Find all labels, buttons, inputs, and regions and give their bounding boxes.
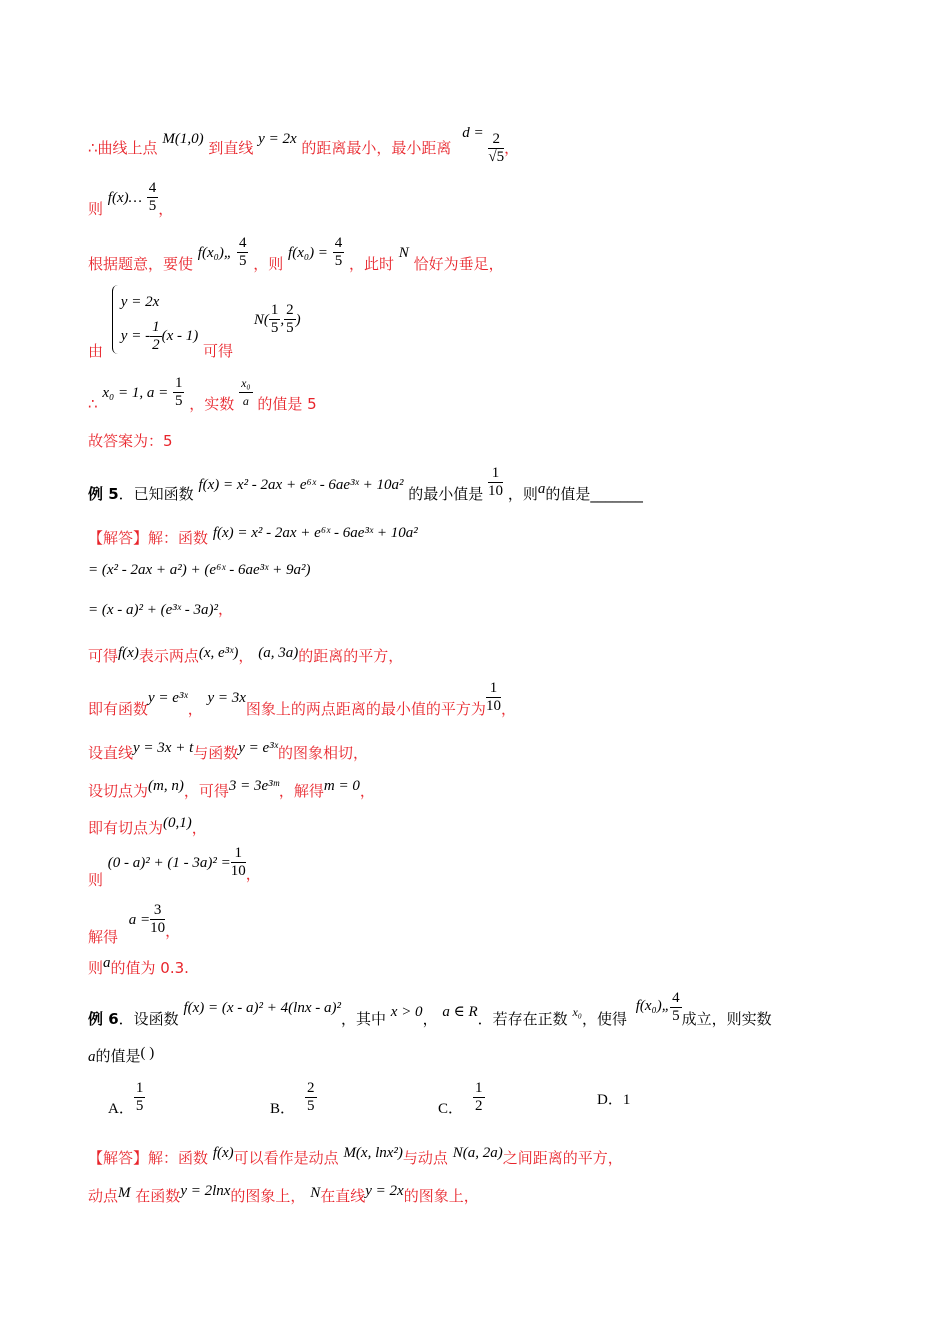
solution-6-point-locations: 动点M 在函数y = 2lnx的图象上， N在直线y = 2x的图象上， [88, 1183, 479, 1205]
solution-5-function: 【解答】解：函数 f(x) = x² - 2ax + e⁶ˣ - 6ae³ˣ + 10a² [88, 525, 418, 547]
solution-5-solve: 解得 a = $\frac{3}{10}$ ， [88, 902, 181, 946]
solution-5-step-2: = (x - a)² + (e³ˣ - 3a)²， [88, 600, 234, 618]
solution-5-equation: 则 (0 - a)² + (1 - 3a)² = $\frac{1}{10}$ ， [88, 845, 261, 889]
choice-b[interactable]: B． $\frac{2}{5}$ [270, 1080, 315, 1117]
line-according-to-question: 根据题意，要使 f(x₀)„ $\frac{4}{5}$ ，则 f(x₀) = $\frac{4}{5}$ ，此时 N 恰好为垂足， [88, 235, 504, 273]
solution-6-interpretation: 【解答】解：函数 f(x)可以看作是动点 M(x, lnx²)与动点 N(a, 2a)之间距离的平方， [88, 1145, 623, 1167]
equation-system: y = 2x y = - $\frac{1}{2}$ (x - 1) [112, 285, 198, 354]
choice-d[interactable]: D．1 [597, 1092, 631, 1108]
choice-c[interactable]: C． $\frac{1}{2}$ [438, 1080, 483, 1117]
therefore-symbol: ∴ [88, 139, 98, 157]
choice-a[interactable]: A． $\frac{1}{5}$ [108, 1080, 144, 1117]
fraction: $\frac{2}{√5}$ [488, 131, 505, 165]
example-6-question-tail: a的值是( ) [88, 1045, 155, 1065]
line-then-fx: 则 f(x)… $\frac{4}{5}$ ， [88, 180, 174, 218]
example-6-question: 例 6．设函数 f(x) = (x - a)² + 4(lnx - a)²，其中 x > 0， a ∈ R．若存在正数 $_{x_0}$，使得 f(x₀)„ $\frac{4}{5}$ 成立，则实数 [88, 990, 772, 1028]
line-answer-5: 故答案为：5 [88, 432, 173, 450]
fraction: $\frac{4}{5}$ [148, 180, 157, 214]
solution-5-tangent-point: 设切点为(m, n)，可得3 = 3e³ᵐ，解得m = 0， [88, 778, 375, 800]
solution-5-tangent: 设直线y = 3x + t与函数y = e³ˣ的图象相切， [88, 740, 368, 762]
line-system-of-equations: 由 y = 2x y = - $\frac{1}{2}$ (x - 1) 可得 N( $\frac{1}{5}$ , $\frac{2}{5}$ ) [88, 285, 301, 361]
solution-5-result: 则a的值为 0.3. [88, 955, 189, 977]
example-5-question: 例 5．已知函数 f(x) = x² - 2ax + e⁶ˣ - 6ae³ˣ + 10a² 的最小值是 $\frac{1}{10}$ ，则a的值是_______ [88, 465, 643, 503]
solution-5-min-distance: 即有函数y = e³ˣ， y = 3x图象上的两点距离的最小值的平方为 $\frac{1}{10}$ ， [88, 680, 516, 718]
solution-5-point-01: 即有切点为(0,1)， [88, 815, 207, 837]
solution-5-two-points: 可得f(x)表示两点(x, e³ˣ)， (a, 3a)的距离的平方， [88, 645, 404, 665]
line-min-distance: ∴曲线上点 M(1,0) 到直线 y = 2x 的距离最小，最小距离 d = $\frac{2}{√5}$ ， [88, 125, 520, 165]
line-x0-a-values: ∴ x₀ = 1, a = $\frac{1}{5}$ ，实数 $\frac{\text{x₀}}{a}$ 的值是 5 [88, 375, 317, 413]
solution-5-step-1: = (x² - 2ax + a²) + (e⁶ˣ - 6ae³ˣ + 9a²) [88, 562, 311, 578]
